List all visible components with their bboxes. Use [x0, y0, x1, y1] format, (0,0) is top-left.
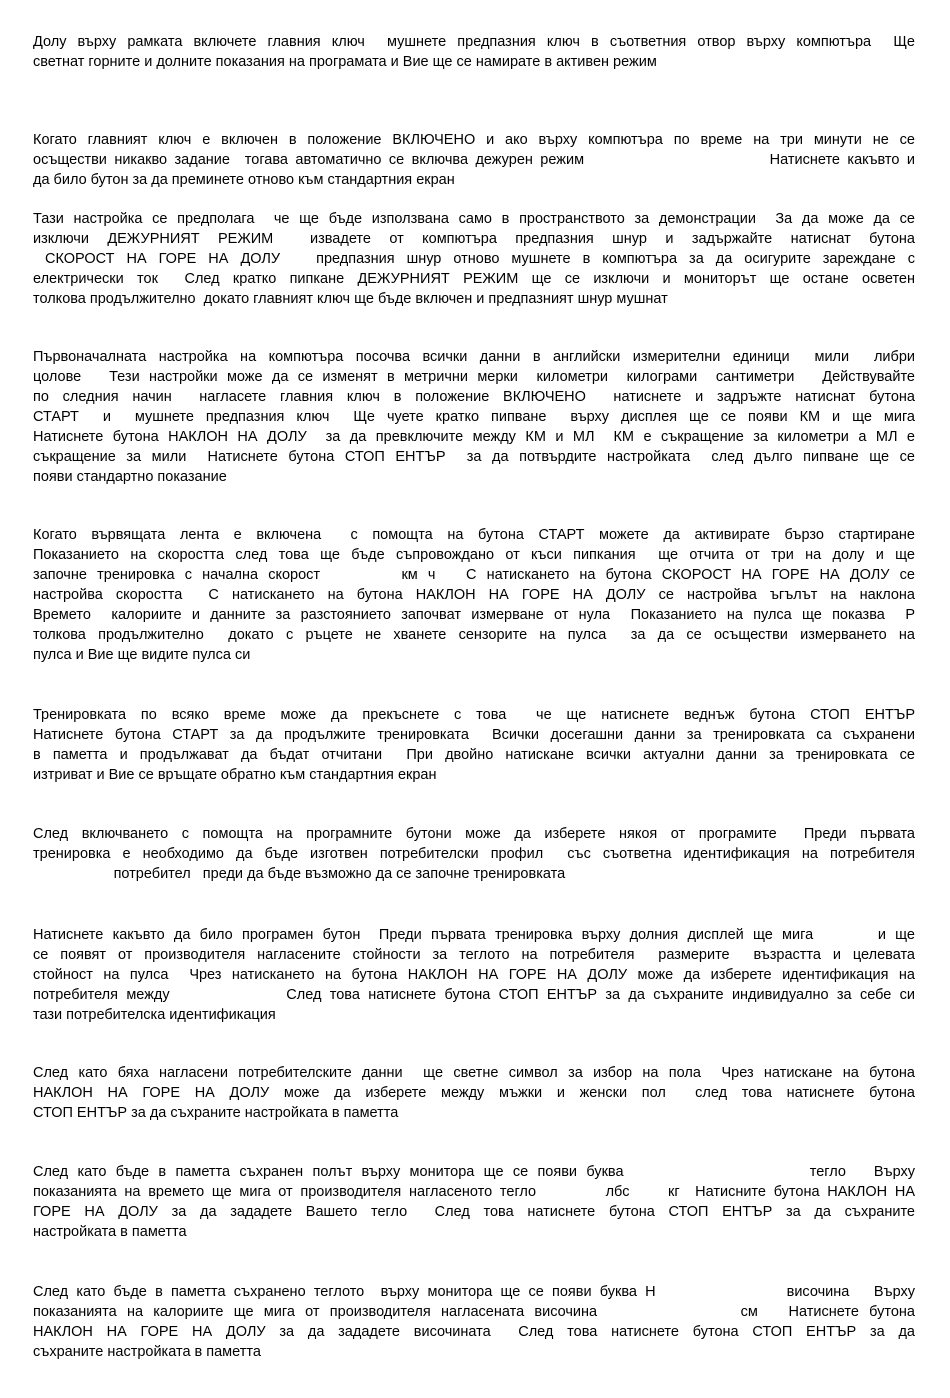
text-line: Тази настройка се предполага че ще бъде използвана само в пространството за демонстрации За да може да се [33, 211, 915, 227]
text-line: Когато главният ключ е включен в положение ВКЛЮЧЕНО и ако върху компютъра по време на три минути не се [33, 132, 915, 148]
text-line: Натиснете бутона СТАРТ за да продължите тренировката Всички досегашни данни за тренировката са съхранени [33, 727, 915, 743]
text-line: толкова продължително докато главният ключ ще бъде включен и предпазният шнур мушнат [33, 291, 668, 307]
paragraph-standby-disable [33, 209, 915, 309]
text-line: НАКЛОН НА ГОРЕ НА ДОЛУ за да зададете височината След това натиснете бутона СТОП ЕНТЪР за да [33, 1324, 915, 1340]
paragraph-user-profile [33, 824, 915, 884]
text-line: показанията на времето ще мига от производителя нагласеното тегло лбс кг Натисните бутона НАКЛОН НА [33, 1184, 915, 1200]
text-line: потребител преди да бъде възможно да се започне тренировката [33, 866, 566, 882]
text-line: След като бъде в паметта съхранено теглото върху монитора ще се появи буква Н височина Върху [33, 1284, 915, 1300]
text-line: Първоначалната настройка на компютъра посочва всички данни в английски измерителни единици мили либри [33, 349, 915, 365]
text-line: СКОРОСТ НА ГОРЕ НА ДОЛУ предпазния шнур отново мушнете в компютъра за да осигурите зареждане с [33, 251, 915, 267]
text-line: настройката в паметта [33, 1224, 187, 1240]
paragraph-standby-auto [33, 130, 915, 190]
text-line: ГОРЕ НА ДОЛУ за да зададете Вашето тегло След това натиснете бутона СТОП ЕНТЪР за да съхраните [33, 1204, 915, 1220]
text-line: цолове Тези настройки може да се изменят в метрични мерки километри килограми сантиметри Действувайте [33, 369, 915, 385]
text-line: СТОП ЕНТЪР за да съхраните настройката в паметта [33, 1105, 399, 1121]
paragraph-gender-select [33, 1063, 915, 1123]
text-line: осъществи никакво задание тогава автоматично се включва дежурен режим Натиснете какъвто и [33, 152, 915, 168]
paragraph-pause-training [33, 705, 915, 785]
text-line: изтриват и Вие се връщате обратно към стандартния екран [33, 767, 437, 783]
text-line: Когато вървящата лента е включена с помощта на бутона СТАРТ можете да активирате бързо стартиране [33, 527, 915, 543]
paragraph-weight-setting [33, 1162, 915, 1242]
text-line: пулса и Вие ще видите пулса си [33, 647, 251, 663]
text-line: Показанието на скоростта след това ще бъде съпровождано от къси пипкания ще отчита от три на долу и ще [33, 547, 915, 563]
text-line: се появят от производителя нагласените стойности за теглото на потребителя размерите възрастта и целевата [33, 947, 915, 963]
text-line: Долу върху рамката включете главния ключ мушнете предпазния ключ в съответния отвор върху компютъра Ще [33, 34, 915, 50]
text-line: да било бутон за да преминете отново към стандартния екран [33, 172, 455, 188]
text-line: НАКЛОН НА ГОРЕ НА ДОЛУ може да изберете между мъжки и женски пол след това натиснете бутона [33, 1085, 915, 1101]
text-line: Натиснете бутона НАКЛОН НА ДОЛУ за да превключите между КМ и МЛ КМ е съкращение за километри а МЛ е [33, 429, 915, 445]
text-line: в паметта и продължават да бъдат отчитани При двойно натискане всички актуални данни за тренировката се [33, 747, 915, 763]
paragraph-units-setting [33, 347, 915, 487]
text-line: толкова продължително докато с ръцете не хванете сензорите на пулса за да се осъществи измерването на [33, 627, 915, 643]
text-line: съхраните настройката в паметта [33, 1344, 261, 1360]
text-line: съкращение за мили Натиснете бутона СТОП ЕНТЪР за да потвърдите настройката след дълго пипване ще се [33, 449, 915, 465]
paragraph-program-button [33, 925, 915, 1025]
text-line: показанията на калориите ще мига от производителя нагласената височина см Натиснете бутона [33, 1304, 915, 1320]
text-line: След включването с помощта на програмните бутони може да изберете някоя от програмите Преди първата [33, 826, 915, 842]
text-line: електрически ток След кратко пипкане ДЕЖУРНИЯТ РЕЖИМ ще се изключи и мониторът ще остане осветен [33, 271, 915, 287]
text-line: потребителя между След това натиснете бутона СТОП ЕНТЪР за да съхраните индивидуално за себе си [33, 987, 915, 1003]
text-line: тази потребителска идентификация [33, 1007, 276, 1023]
text-line: Натиснете какъвто да било програмен бутон Преди първата тренировка върху долния дисплей ще мига и ще [33, 927, 915, 943]
text-line: След като бяха нагласени потребителските данни ще светне символ за избор на пола Чрез натискане на бутона [33, 1065, 915, 1081]
paragraph-quick-start [33, 525, 915, 665]
text-line: настройва скоростта С натискането на бутона НАКЛОН НА ГОРЕ НА ДОЛУ се настройва ъгълът на наклона [33, 587, 915, 603]
paragraph-power-on [33, 32, 915, 72]
text-line: Времето калориите и данните за разстоянието започват измерване от нула Показанието на пулса ще показва Р [33, 607, 915, 623]
text-line: по следния начин нагласете главния ключ в положение ВКЛЮЧЕНО натиснете и задръжте натиснат бутона [33, 389, 915, 405]
text-line: светнат горните и долните показания на програмата и Вие ще се намирате в активен режим [33, 54, 657, 70]
text-line: изключи ДЕЖУРНИЯТ РЕЖИМ извадете от компютъра предпазния шнур и задържайте натиснат бутона [33, 231, 915, 247]
text-line: СТАРТ и мушнете предпазния ключ Ще чуете кратко пипване върху дисплея ще се появи КМ и ще мига [33, 409, 915, 425]
text-line: тренировка е необходимо да бъде изготвен потребителски профил със съответна идентификация на потребителя [33, 846, 915, 862]
paragraph-height-setting [33, 1282, 915, 1362]
text-line: започне тренировка с начална скорост км ч С натискането на бутона СКОРОСТ НА ГОРЕ НА ДОЛУ се [33, 567, 915, 583]
text-line: появи стандартно показание [33, 469, 227, 485]
text-line: След като бъде в паметта съхранен полът върху монитора ще се появи буква тегло Върху [33, 1164, 915, 1180]
text-line: стойност на пулса Чрез натискането на бутона НАКЛОН НА ГОРЕ НА ДОЛУ може да изберете идентификация на [33, 967, 915, 983]
text-line: Тренировката по всяко време може да прекъснете с това че ще натиснете веднъж бутона СТОП ЕНТЪР [33, 707, 915, 723]
